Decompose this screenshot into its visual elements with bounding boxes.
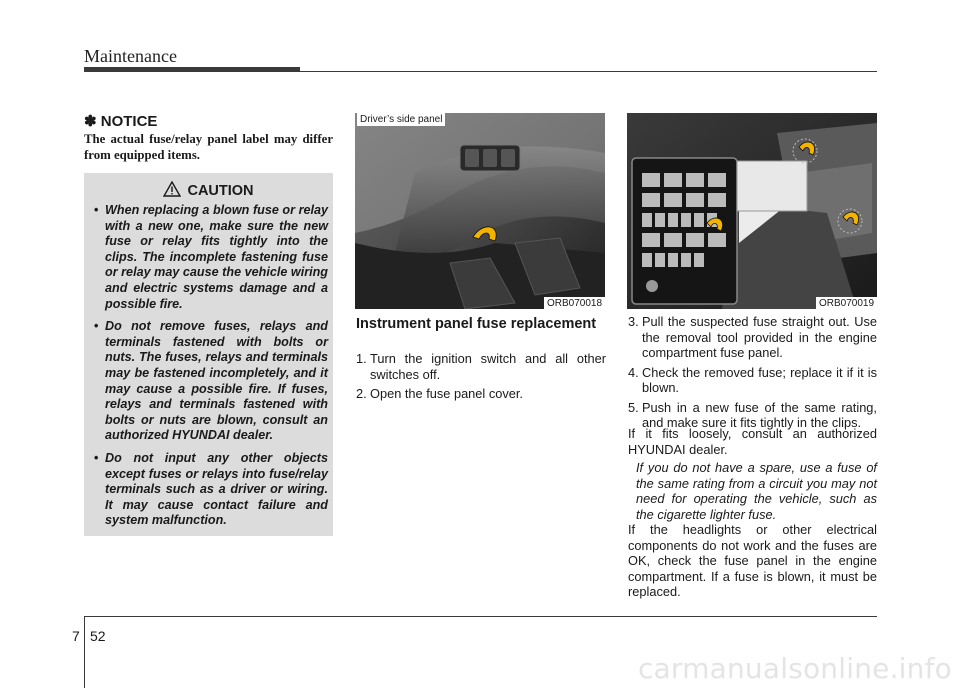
driver-panel-photo xyxy=(355,113,605,309)
caution-item-1: • When replacing a blown fuse or relay with a new one, make sure the new fuse or relay fits tightly into the clips. The incomplete fastening fuse or relay may cause the vehicle wiring and electric systems damage and a possible fire. xyxy=(92,203,328,312)
step-text: Turn the ignition switch and all other switches off. xyxy=(370,351,606,382)
caution-item-2: • Do not remove fuses, relays and terminals fastened with bolts or nuts. The fuses, relays and terminals may be fastened incompletely, and it may cause a possible fire. If fuses, relays and terminals fastened with bolts or nuts are blown, consult an authorized HYUNDAI dealer. xyxy=(92,319,328,444)
continued-steps-list xyxy=(628,314,877,435)
header-rule xyxy=(300,71,877,72)
section-title: Maintenance xyxy=(84,46,177,66)
caution-list xyxy=(92,203,328,536)
step-4 xyxy=(628,365,877,396)
footer-divider xyxy=(84,616,85,688)
page-number: 52 xyxy=(90,628,106,644)
warning-triangle-icon xyxy=(163,181,181,197)
loose-fit-paragraph: If it fits loosely, consult an authorized HYUNDAI dealer. xyxy=(628,426,877,457)
step-number: 1. xyxy=(356,351,367,366)
step-number: 4. xyxy=(628,364,639,380)
engine-fusebox-photo xyxy=(627,113,877,309)
step-text: Open the fuse panel cover. xyxy=(370,386,523,401)
step-text: Pull the suspected fuse straight out. Use the removal tool provided in the engine compartment fuse panel. xyxy=(642,314,877,360)
step-number: 5. xyxy=(628,399,639,415)
headlights-paragraph: If the headlights or other electrical components do not work and the fuses are OK, check the fuse panel in the engine compartment. If a fuse is blown, it must be replaced. xyxy=(628,522,877,599)
notice-title: ✽ NOTICE xyxy=(84,113,158,130)
caution-box xyxy=(84,173,333,536)
notice-text: The actual fuse/relay panel label may differ from equipped items. xyxy=(84,132,333,162)
step-number: 2. xyxy=(356,386,367,401)
step-text: Check the removed fuse; replace it if it is blown. xyxy=(642,364,877,395)
step-1 xyxy=(356,351,606,382)
spare-fuse-note: If you do not have a spare, use a fuse of the same rating from a circuit you may not need for operating the vehicle, such as the cigarette lighter fuse. xyxy=(636,460,877,522)
caution-item-3: • Do not input any other objects except fuses or relays into fuse/relay terminals such as a driver or wiring. It may cause contact failure and system malfunction. xyxy=(92,451,328,529)
step-number: 3. xyxy=(628,314,639,329)
driver-panel-label: Driver’s side panel xyxy=(357,113,445,126)
header-bar xyxy=(84,67,300,72)
caution-title: CAUTION xyxy=(187,183,254,199)
footer-rule xyxy=(84,616,877,617)
step-3 xyxy=(628,314,877,361)
instrument-steps-list xyxy=(356,351,606,406)
step-2 xyxy=(356,386,606,402)
driver-panel-code: ORB070018 xyxy=(544,297,605,310)
engine-fusebox-code: ORB070019 xyxy=(816,297,877,310)
chapter-number: 7 xyxy=(72,628,80,644)
instrument-fuse-heading: Instrument panel fuse replacement xyxy=(356,316,597,332)
caution-heading xyxy=(84,181,333,199)
step-text: Push in a new fuse of the same rating, and make sure it fits tightly in the clips. xyxy=(642,399,877,430)
watermark: carmanualsonline.info xyxy=(637,652,952,685)
